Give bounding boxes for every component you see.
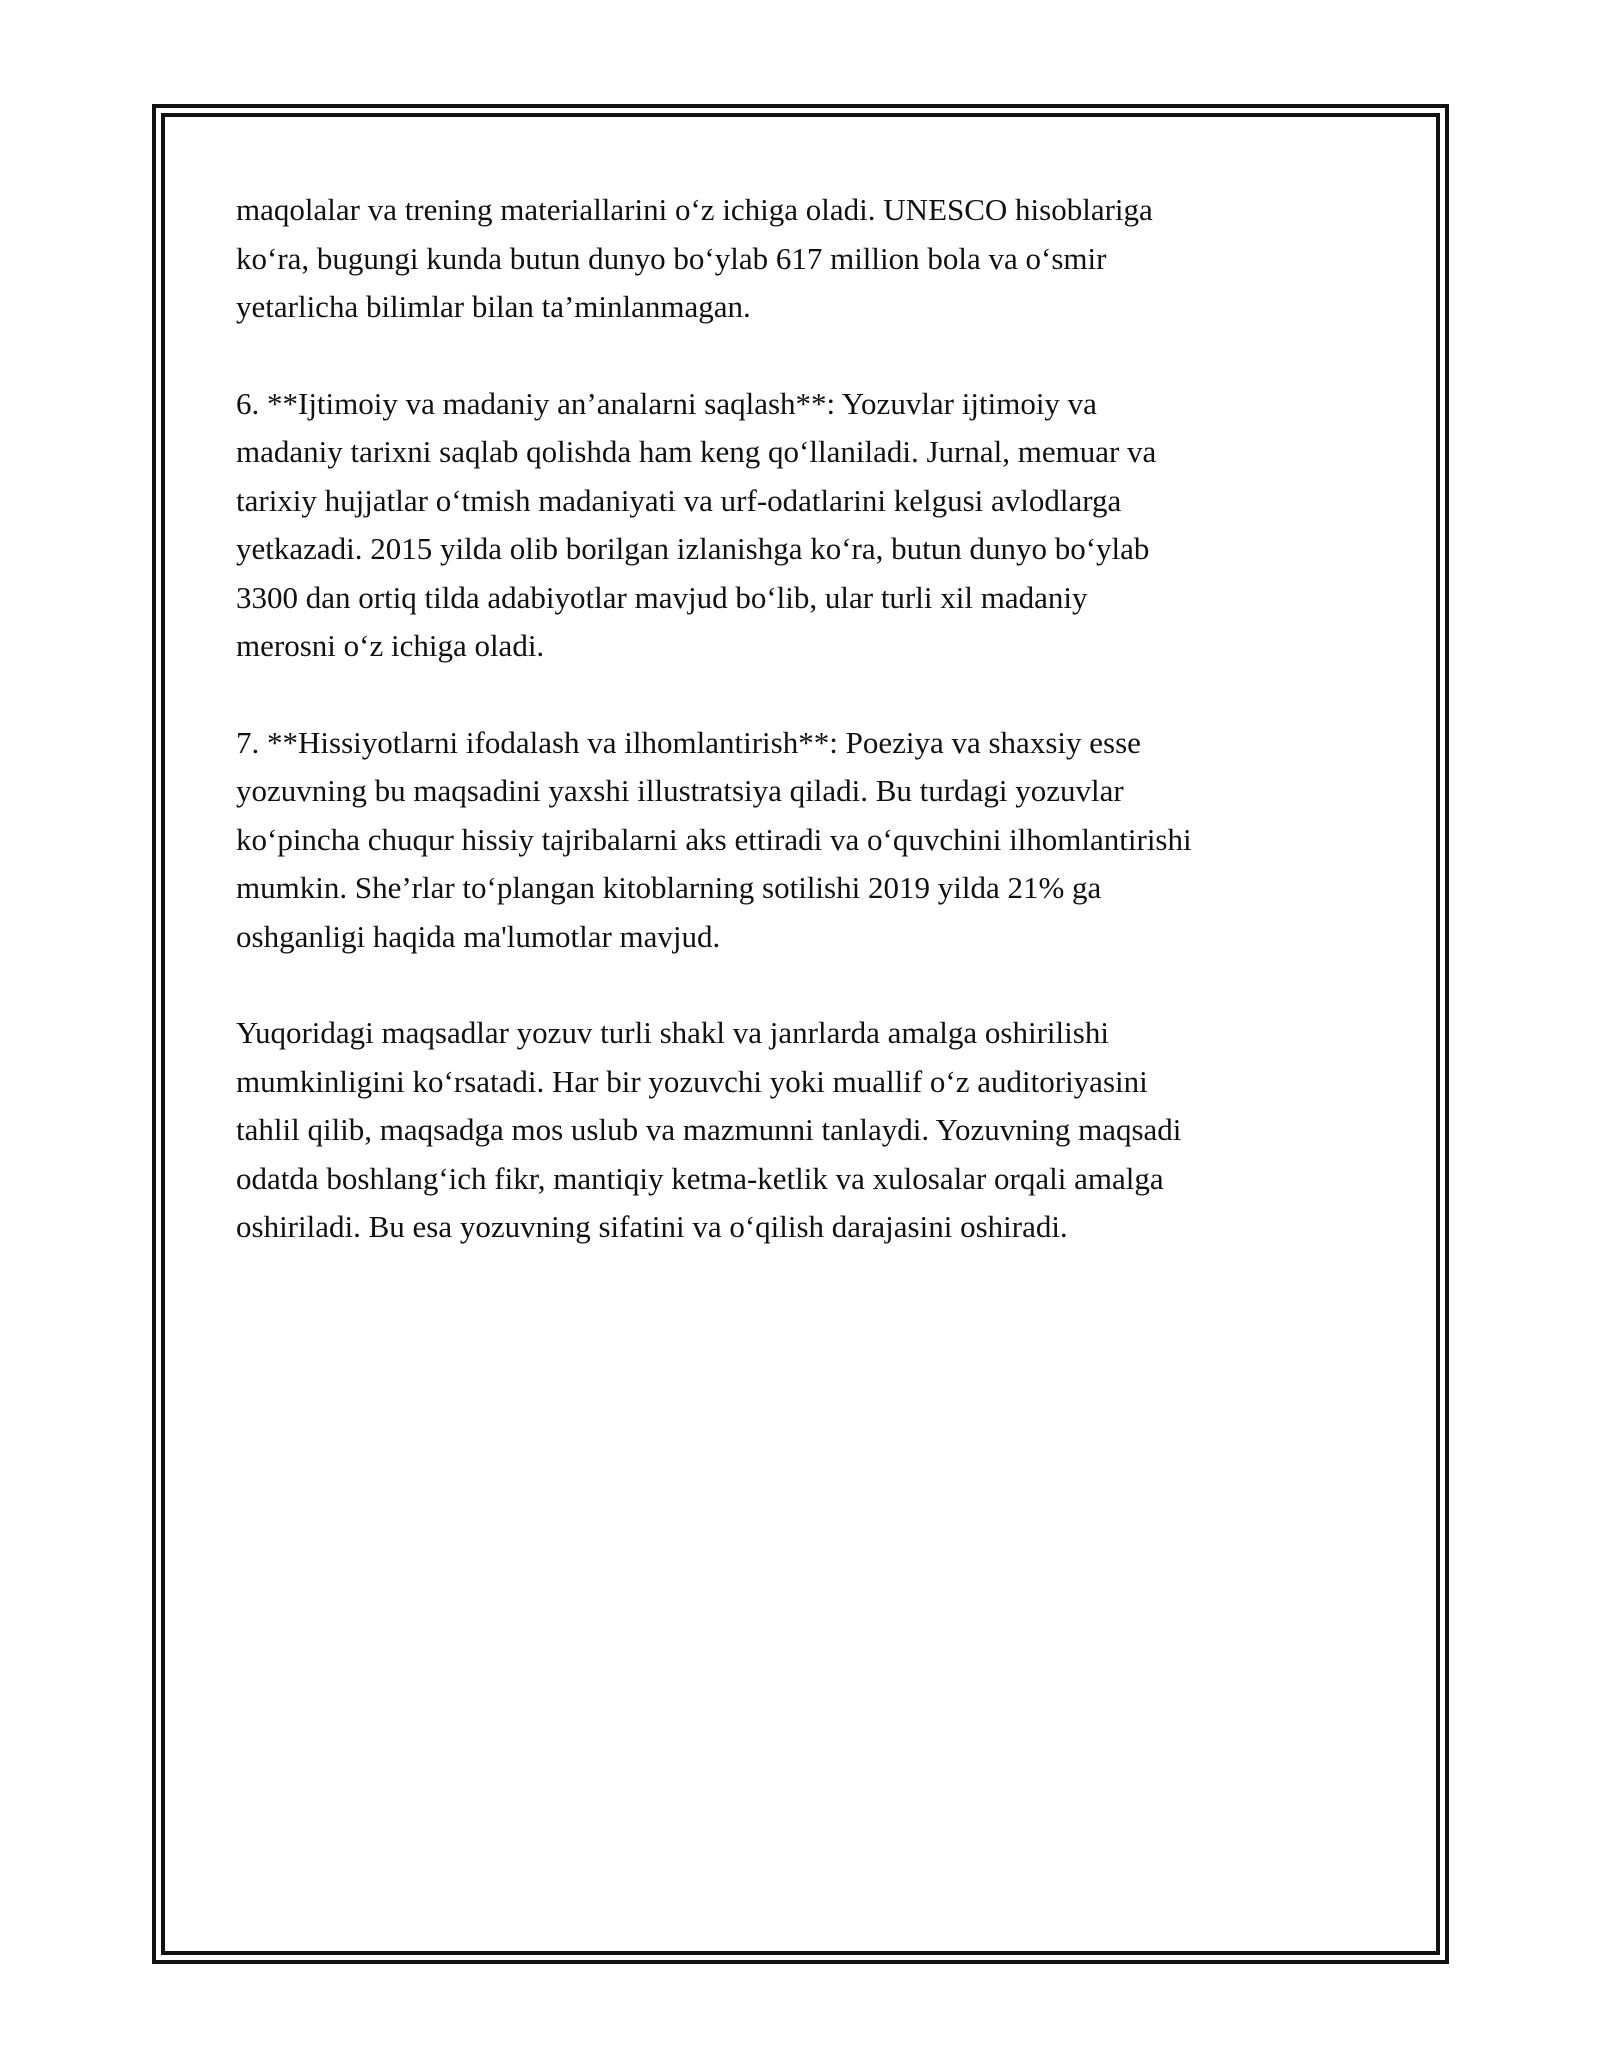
paragraph-conclusion: Yuqoridagi maqsadlar yozuv turli shakl va janrlarda amalga oshirilishi mumkinligini ko‘rsatadi. Har bir yozuvchi yoki muallif o‘z auditoriyasini tahlil qilib, maqsadga mos uslub va mazmunni tanlaydi. Yozuvning maqsadi odatda boshlang‘ich fikr, mantiqiy ketma-ketlik va xulosalar orqali amalga oshiriladi. Bu esa yozuvning sifatini va o‘qilish darajasini oshiradi. [236,1015,1182,1244]
paragraph-unesco-continuation: maqolalar va trening materiallarini o‘z ichiga oladi. UNESCO hisoblariga ko‘ra, bugungi kunda butun dunyo bo‘ylab 617 million bola va o‘smir yetarlicha bilimlar bilan ta’minlanmagan. [236,192,1153,324]
paragraph-emotions-inspiration: 7. **Hissiyotlarni ifodalash va ilhomlantirish**: Poeziya va shaxsiy esse yozuvning bu maqsadini yaxshi illustratsiya qiladi. Bu turdagi yozuvlar ko‘pincha chuqur hissiy tajribalarni aks ettiradi va o‘quvchini ilhomlantirishi mumkin. She’rlar to‘plangan kitoblarning sotilishi 2019 yilda 21% ga oshganligi haqida ma'lumotlar mavjud. [236,724,1192,954]
paragraph-cultural-traditions: 6. **Ijtimoiy va madaniy an’analarni saqlash**: Yozuvlar ijtimoiy va madaniy tarixni saqlab qolishda ham keng qo‘llaniladi. Jurnal, memuar va tarixiy hujjatlar o‘tmish madaniyati va urf-odatlarini kelgusi avlodlarga yetkazadi. 2015 yilda olib borilgan izlanishga ko‘ra, butun dunyo bo‘ylab 3300 dan ortiq tilda adabiyotlar mavjud bo‘lib, ular turli xil madaniy merosni o‘z ichiga oladi. [236,385,1157,663]
document-body [236,186,1376,1300]
